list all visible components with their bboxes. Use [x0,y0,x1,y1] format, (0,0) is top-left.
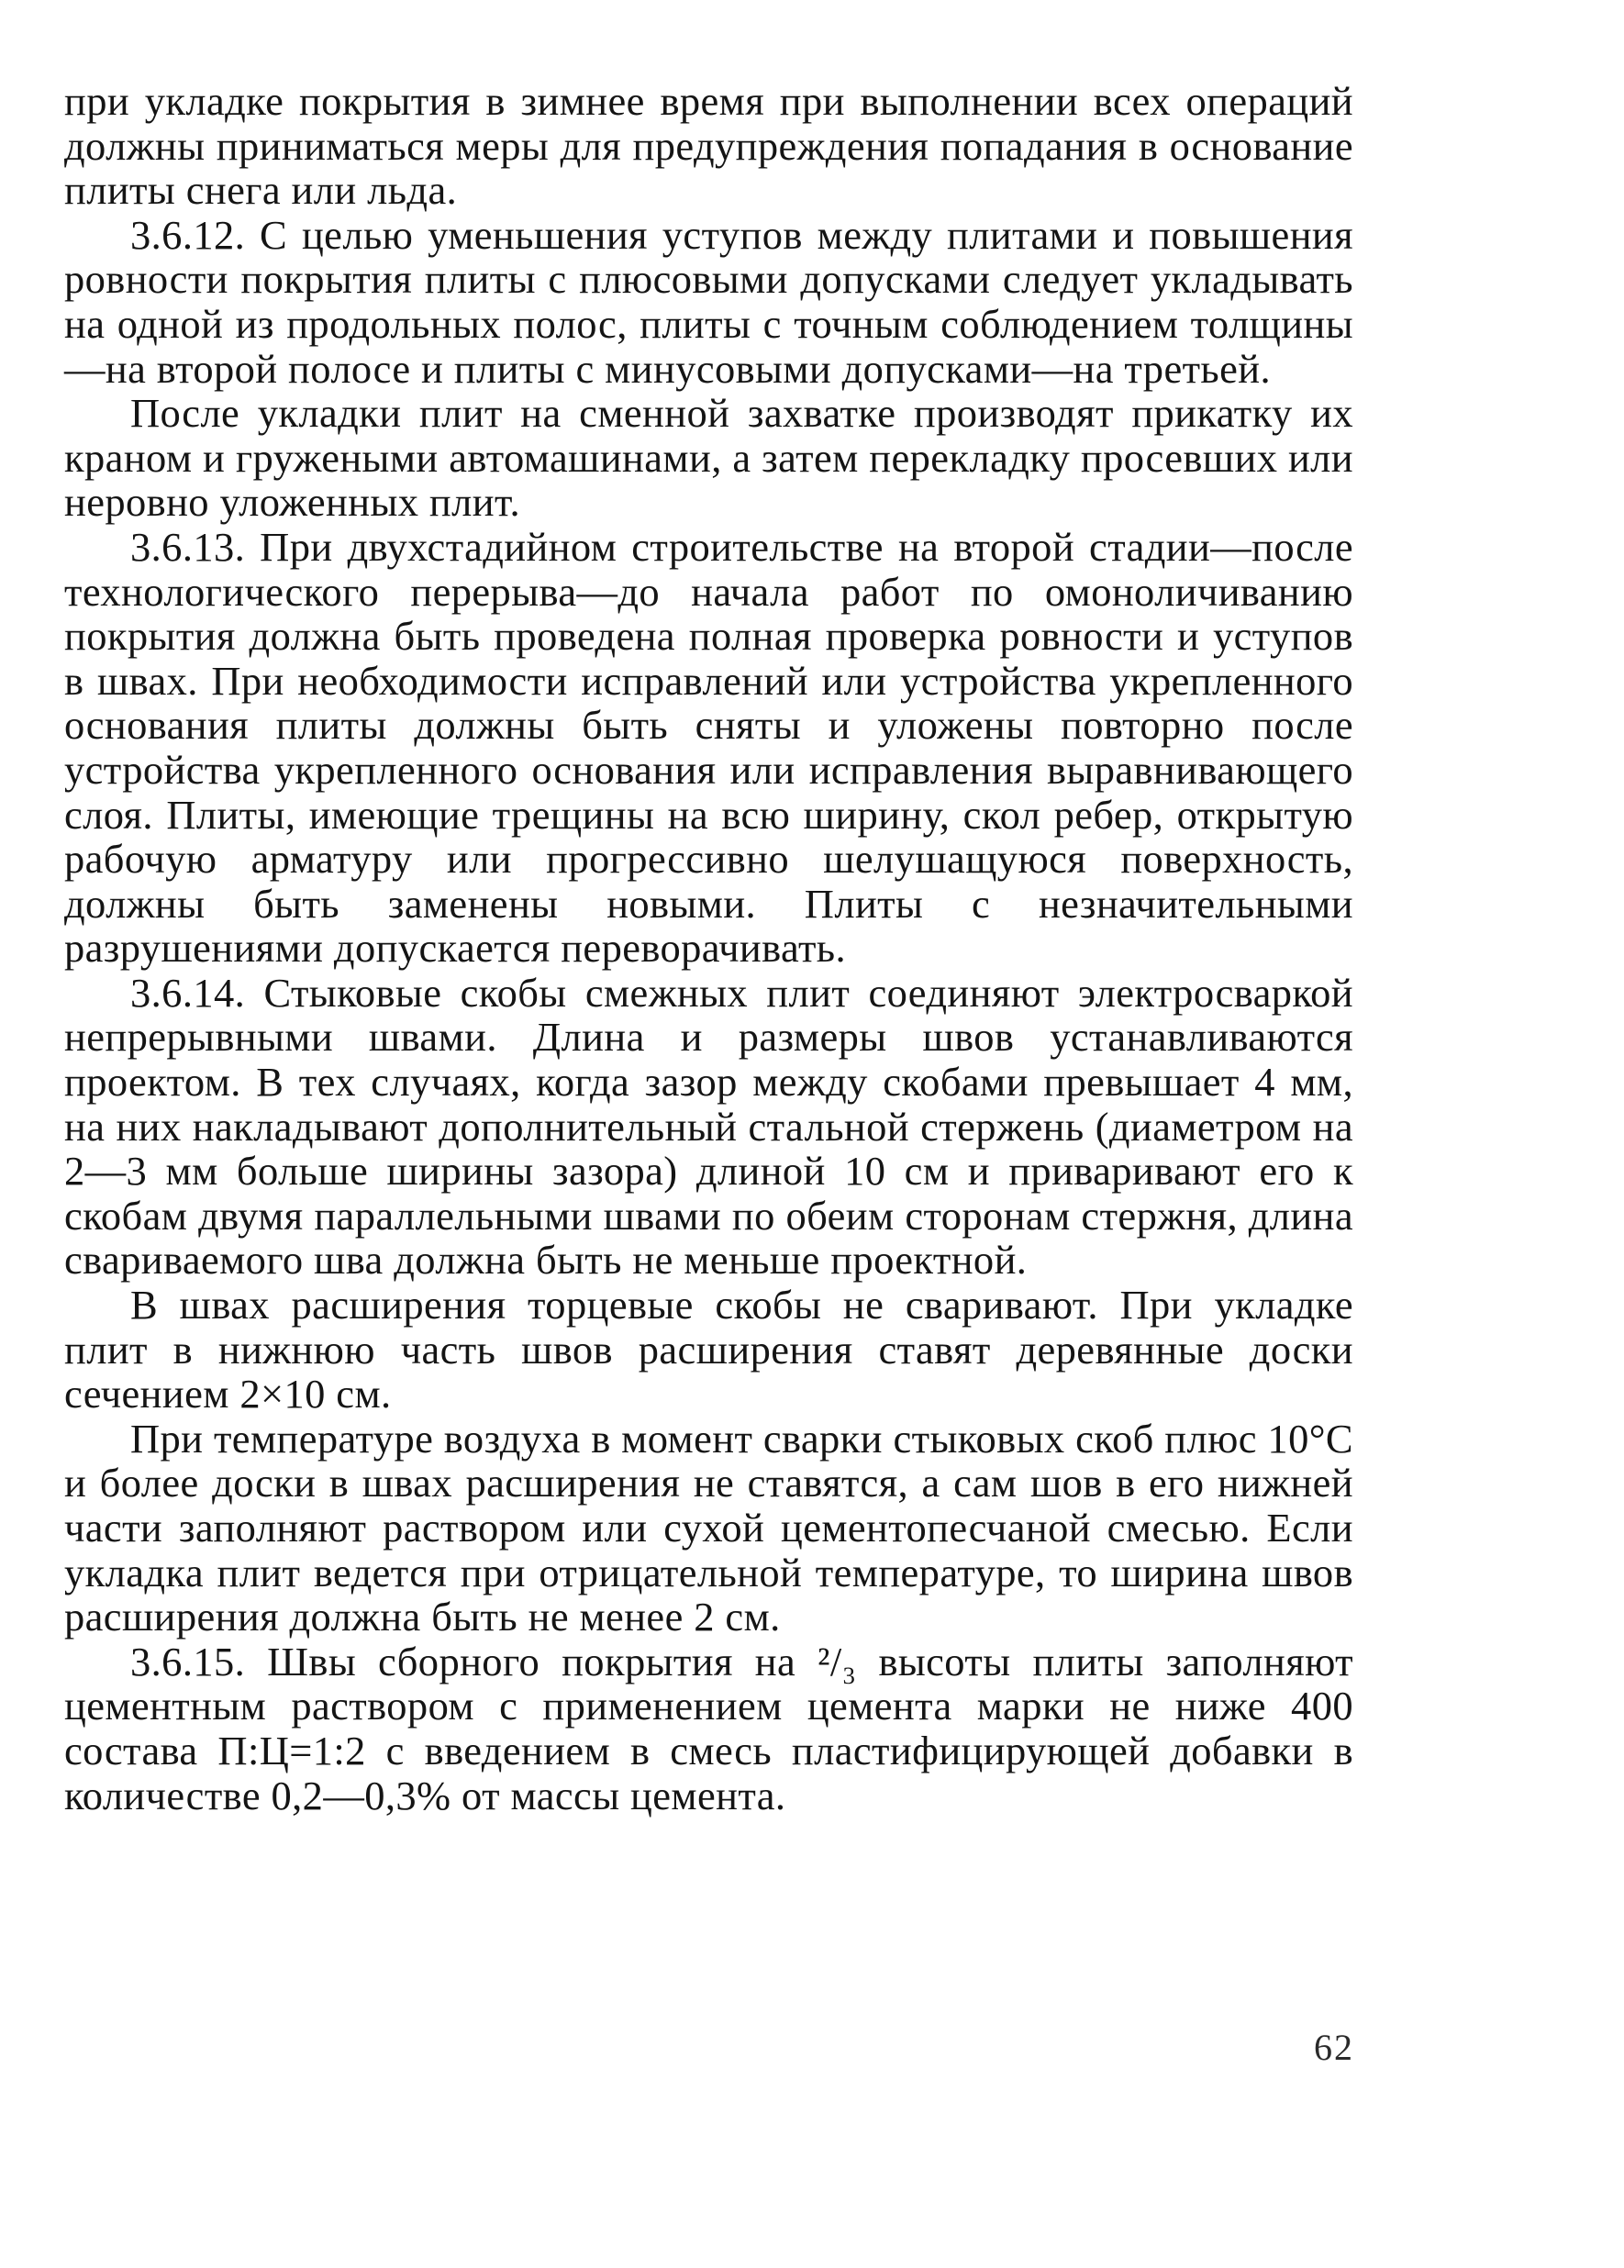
paragraph-3-6-15: 3.6.15. Швы сборного покрытия на ²/₃ высоты плиты заполняют цементным раствором с применением цемента марки не ниже 400 состава П:Ц=1:2 с введением в смесь пластифицирующей добавки в количестве 0,2—0,3% от массы цемента. [64,1638,1353,1818]
paragraph-temperature: При температуре воздуха в момент сварки стыковых скоб плюс 10°С и более доски в швах расширения не ставятся, а сам шов в его нижней части заполняют раствором или сухой цементопесчаной смесью. Если укладка плит ведется при отрицательной температуре, то ширина швов расширения должна быть не менее 2 см. [64,1415,1353,1640]
paragraph-3-6-13: 3.6.13. При двухстадийном строительстве на второй стадии—после технологического перерыва—до начала работ по омоноличиванию покрытия должна быть проведена полная проверка ровности и уступов в швах. При необходимости исправлений или устройства укрепленного основания плиты должны быть сняты и уложены повторно после устройства укрепленного основания или исправления выравнивающего слоя. Плиты, имеющие трещины на всю ширину, скол ребер, открытую рабочую арматуру или прогрессивно шелушащуюся поверхность, должны быть заменены новыми. Плиты с незначительными разрушениями допускается переворачивать. [64,523,1353,972]
body-text [64,79,1353,1818]
paragraph-continuation: при укладке покрытия в зимнее время при выполнении всех операций должны приниматься меры для предупреждения попадания в основание плиты снега или льда. [64,78,1353,214]
page-number: 62 [1314,2027,1354,2068]
paragraph-rolling: После укладки плит на сменной захватке производят прикатку их краном и гружеными автомашинами, а затем перекладку просевших или неровно уложенных плит. [64,390,1353,526]
paragraph-expansion-joints: В швах расширения торцевые скобы не сваривают. При укладке плит в нижнюю часть швов расширения ставят деревянные доски сечением 2×10 см. [64,1282,1353,1418]
paragraph-3-6-14: 3.6.14. Стыковые скобы смежных плит соединяют электросваркой непрерывными швами. Длина и размеры швов устанавливаются проектом. В тех случаях, когда зазор между скобами превышает 4 мм, на них накладывают дополнительный стальной стержень (диаметром на 2—3 мм больше ширины зазора) длиной 10 см и приваривают его к скобам двумя параллельными швами по обеим сторонам стержня, длина свариваемого шва должна быть не меньше проектной. [64,969,1353,1284]
paragraph-3-6-12: 3.6.12. С целью уменьшения уступов между плитами и повышения ровности покрытия плиты с плюсовыми допусками следует укладывать на одной из продольных полос, плиты с точным соблюдением толщины—на второй полосе и плиты с минусовыми допусками—на третьей. [64,211,1353,392]
